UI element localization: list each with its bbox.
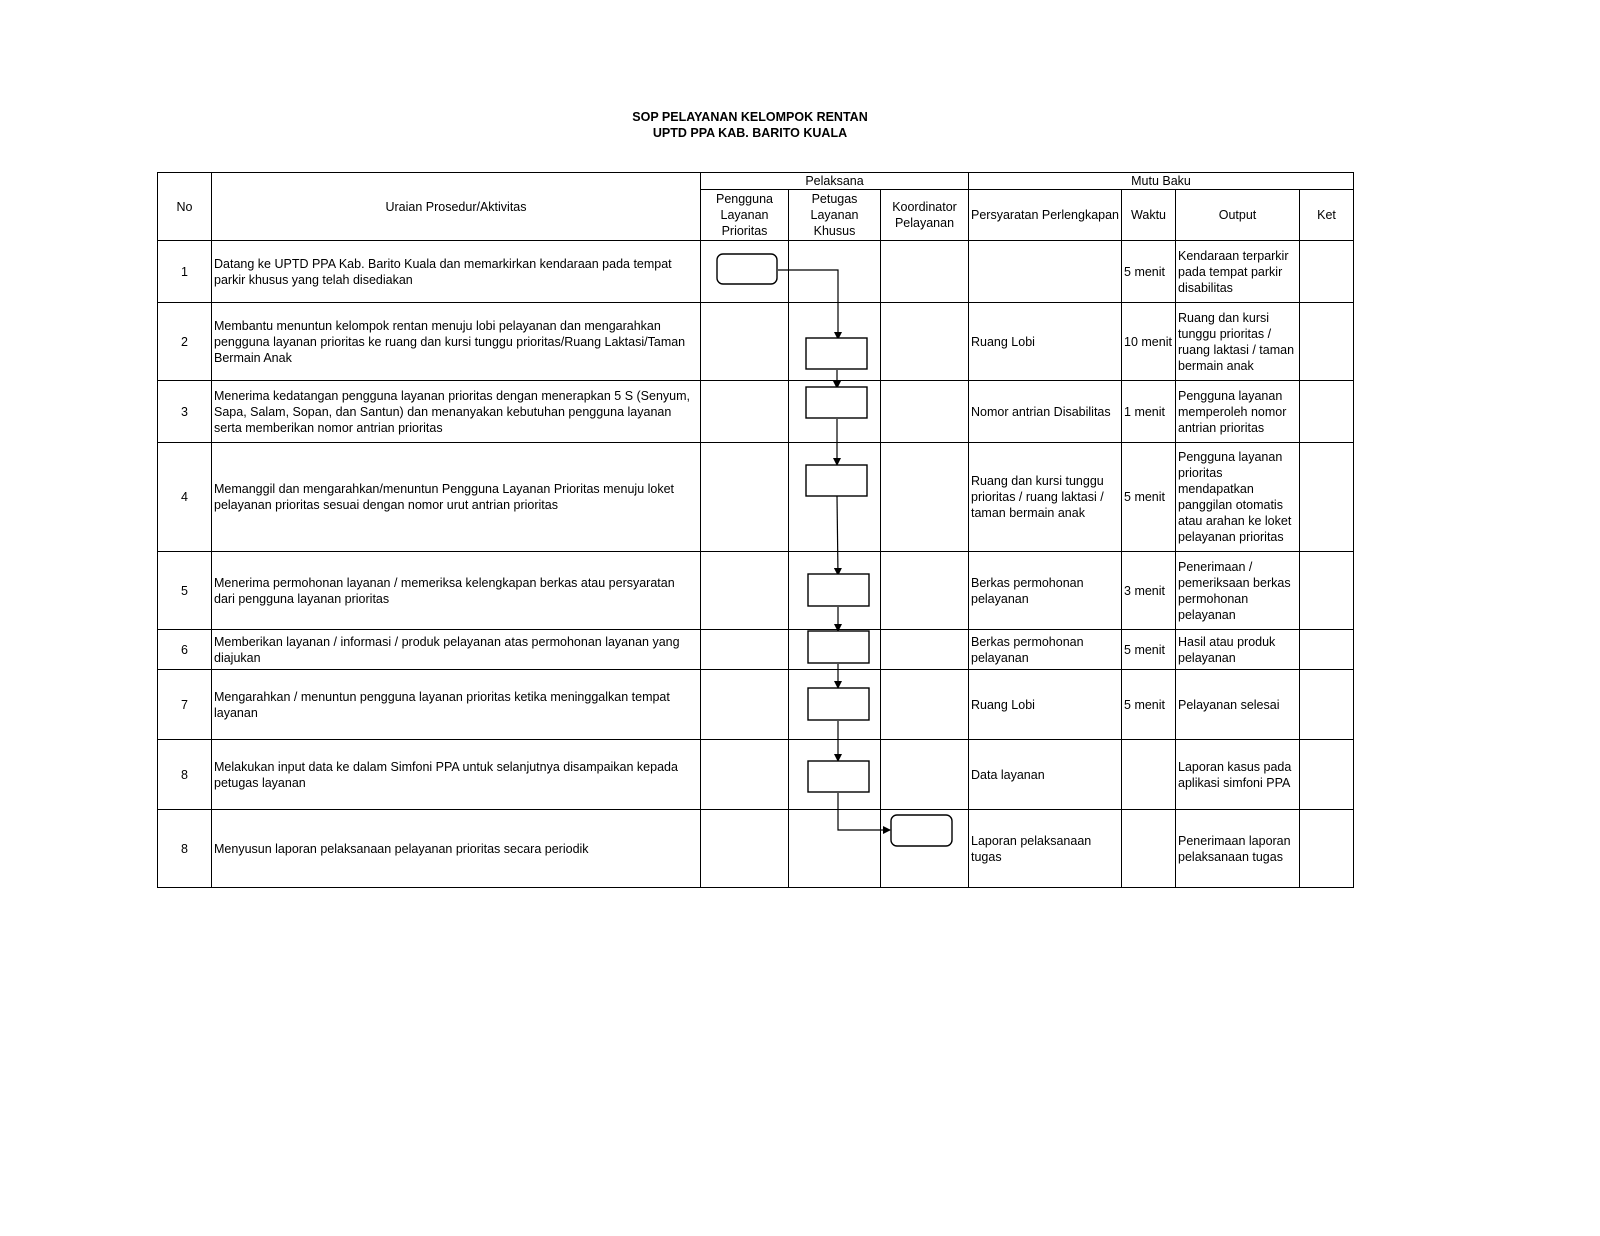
row-output: Penerimaan / pemeriksaan berkas permohonan pelayanan [1176,552,1300,630]
table-row [158,303,1354,381]
lane-pengguna-cell [701,241,789,303]
lane-koordinator-cell [881,381,969,443]
lane-pengguna-cell [701,381,789,443]
header-no: No [158,173,212,241]
header-pelaksana: Pelaksana [701,173,969,190]
row-persyaratan: Ruang Lobi [969,303,1122,381]
row-waktu [1122,740,1176,810]
row-output: Pengguna layanan memperoleh nomor antrian prioritas [1176,381,1300,443]
row-output: Kendaraan terparkir pada tempat parkir disabilitas [1176,241,1300,303]
row-ket [1300,810,1354,888]
table-row [158,740,1354,810]
row-no: 1 [158,241,212,303]
row-output: Penerimaan laporan pelaksanaan tugas [1176,810,1300,888]
lane-koordinator-cell [881,303,969,381]
row-ket [1300,381,1354,443]
row-ket [1300,670,1354,740]
row-persyaratan: Nomor antrian Disabilitas [969,381,1122,443]
row-persyaratan: Laporan pelaksanaan tugas [969,810,1122,888]
header-uraian: Uraian Prosedur/Aktivitas [212,173,701,241]
lane-petugas-cell [789,552,881,630]
row-no: 2 [158,303,212,381]
row-waktu: 5 menit [1122,670,1176,740]
row-waktu: 1 menit [1122,381,1176,443]
row-output: Pelayanan selesai [1176,670,1300,740]
lane-pengguna-cell [701,443,789,552]
lane-petugas-cell [789,381,881,443]
row-ket [1300,443,1354,552]
row-persyaratan: Ruang dan kursi tunggu prioritas / ruang laktasi / taman bermain anak [969,443,1122,552]
table-row [158,241,1354,303]
row-persyaratan [969,241,1122,303]
row-no: 8 [158,740,212,810]
row-no: 4 [158,443,212,552]
row-output: Pengguna layanan prioritas mendapatkan panggilan otomatis atau arahan ke loket pelayanan prioritas [1176,443,1300,552]
row-waktu: 5 menit [1122,241,1176,303]
header-waktu: Waktu [1122,190,1176,241]
row-no: 5 [158,552,212,630]
row-no: 6 [158,630,212,670]
row-waktu: 5 menit [1122,443,1176,552]
row-uraian: Menyusun laporan pelaksanaan pelayanan prioritas secara periodik [212,810,701,888]
sop-table [157,172,1354,888]
table-row [158,552,1354,630]
lane-koordinator-cell [881,630,969,670]
table-row [158,810,1354,888]
row-no: 8 [158,810,212,888]
table-row [158,381,1354,443]
lane-pengguna-cell [701,630,789,670]
row-uraian: Memanggil dan mengarahkan/menuntun Pengguna Layanan Prioritas menuju loket pelayanan prioritas sesuai dengan nomor urut antrian prioritas [212,443,701,552]
row-uraian: Memberikan layanan / informasi / produk pelayanan atas permohonan layanan yang diajukan [212,630,701,670]
header-petugas: Petugas Layanan Khusus [789,190,881,241]
lane-koordinator-cell [881,241,969,303]
document-title: SOP PELAYANAN KELOMPOK RENTAN [632,110,868,124]
row-output: Hasil atau produk pelayanan [1176,630,1300,670]
lane-petugas-cell [789,810,881,888]
row-waktu: 10 menit [1122,303,1176,381]
lane-koordinator-cell [881,810,969,888]
row-output: Laporan kasus pada aplikasi simfoni PPA [1176,740,1300,810]
row-uraian: Menerima permohonan layanan / memeriksa kelengkapan berkas atau persyaratan dari pengguna layanan prioritas [212,552,701,630]
lane-koordinator-cell [881,443,969,552]
document-subtitle: UPTD PPA KAB. BARITO KUALA [652,126,848,140]
table-row [158,630,1354,670]
lane-petugas-cell [789,443,881,552]
row-waktu: 5 menit [1122,630,1176,670]
lane-pengguna-cell [701,303,789,381]
row-ket [1300,552,1354,630]
row-waktu: 3 menit [1122,552,1176,630]
row-persyaratan: Berkas permohonan pelayanan [969,552,1122,630]
row-persyaratan: Ruang Lobi [969,670,1122,740]
header-output: Output [1176,190,1300,241]
row-output: Ruang dan kursi tunggu prioritas / ruang laktasi / taman bermain anak [1176,303,1300,381]
header-pengguna: Pengguna Layanan Prioritas [701,190,789,241]
lane-petugas-cell [789,303,881,381]
lane-pengguna-cell [701,552,789,630]
header-persyaratan: Persyaratan Perlengkapan [969,190,1122,241]
lane-petugas-cell [789,670,881,740]
table-row [158,443,1354,552]
lane-petugas-cell [789,241,881,303]
lane-koordinator-cell [881,552,969,630]
row-ket [1300,630,1354,670]
table-row [158,670,1354,740]
lane-pengguna-cell [701,670,789,740]
row-ket [1300,740,1354,810]
row-ket [1300,303,1354,381]
row-waktu [1122,810,1176,888]
header-mutu-baku: Mutu Baku [969,173,1354,190]
row-ket [1300,241,1354,303]
header-koordinator: Koordinator Pelayanan [881,190,969,241]
row-persyaratan: Berkas permohonan pelayanan [969,630,1122,670]
row-uraian: Datang ke UPTD PPA Kab. Barito Kuala dan memarkirkan kendaraan pada tempat parkir khusus yang telah disediakan [212,241,701,303]
row-no: 7 [158,670,212,740]
row-persyaratan: Data layanan [969,740,1122,810]
lane-pengguna-cell [701,810,789,888]
lane-koordinator-cell [881,740,969,810]
row-uraian: Menerima kedatangan pengguna layanan prioritas dengan menerapkan 5 S (Senyum, Sapa, Salam, Sopan, dan Santun) dan menanyakan kebutuhan pengguna layanan serta memberikan nomor antrian prioritas [212,381,701,443]
lane-petugas-cell [789,740,881,810]
header-ket: Ket [1300,190,1354,241]
lane-petugas-cell [789,630,881,670]
lane-koordinator-cell [881,670,969,740]
row-uraian: Melakukan input data ke dalam Simfoni PPA untuk selanjutnya disampaikan kepada petugas layanan [212,740,701,810]
row-uraian: Membantu menuntun kelompok rentan menuju lobi pelayanan dan mengarahkan pengguna layanan prioritas ke ruang dan kursi tunggu prioritas/Ruang Laktasi/Taman Bermain Anak [212,303,701,381]
row-uraian: Mengarahkan / menuntun pengguna layanan prioritas ketika meninggalkan tempat layanan [212,670,701,740]
row-no: 3 [158,381,212,443]
lane-pengguna-cell [701,740,789,810]
